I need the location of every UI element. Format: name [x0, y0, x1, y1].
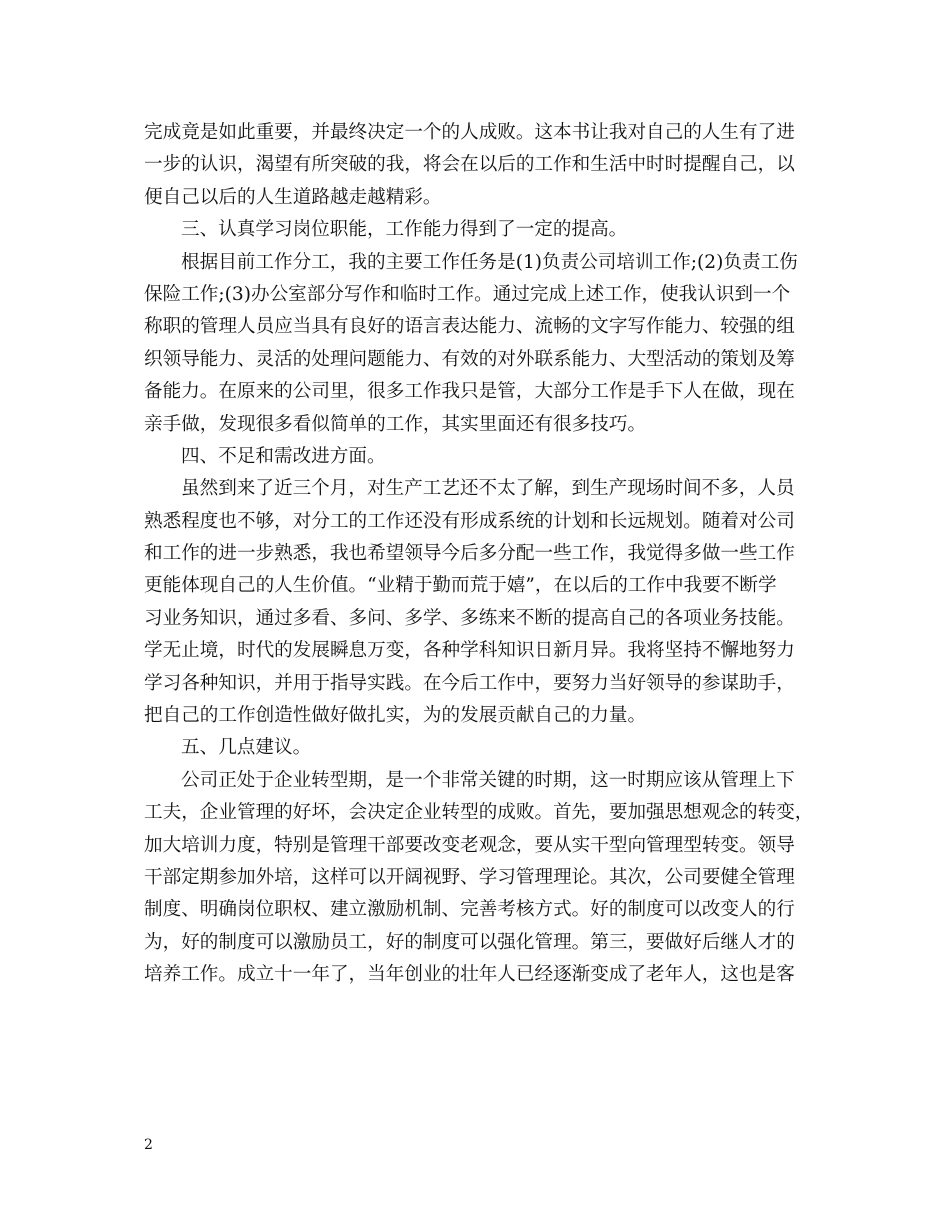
text-line: 四、不足和需改进方面。	[181, 445, 386, 467]
text-line: 熟悉程度也不够，对分工的工作还没有形成系统的计划和长远规划。随着对公司	[144, 510, 795, 532]
text-line: 为，好的制度可以激励员工，好的制度可以强化管理。第三，要做好后继人才的	[144, 931, 795, 953]
text-line: 保险工作;(3)办公室部分写作和临时工作。通过完成上述工作，使我认识到一个	[144, 283, 791, 305]
text-line: 称职的管理人员应当具有良好的语言表达能力、流畅的文字写作能力、较强的组	[144, 316, 795, 338]
text-line: 亲手做，发现很多看似简单的工作，其实里面还有很多技巧。	[144, 413, 647, 435]
text-line: 五、几点建议。	[181, 737, 312, 759]
text-line: 干部定期参加外培，这样可以开阔视野、学习管理理论。其次，公司要健全管理	[144, 866, 795, 888]
text-line: 便自己以后的人生道路越走越精彩。	[144, 186, 442, 208]
text-line: 和工作的进一步熟悉，我也希望领导今后多分配一些工作，我觉得多做一些工作	[144, 543, 795, 565]
text-line: 虽然到来了近三个月，对生产工艺还不太了解，到生产现场时间不多，人员	[181, 478, 795, 500]
text-line: 完成竟是如此重要，并最终决定一个的人成败。这本书让我对自己的人生有了进	[144, 122, 795, 143]
text-line: 学习各种知识，并用于指导实践。在今后工作中，要努力当好领导的参谋助手，	[144, 672, 795, 694]
text-line: 一步的认识，渴望有所突破的我，将会在以后的工作和生活中时时提醒自己，以	[144, 154, 795, 176]
text-line: 根据目前工作分工，我的主要工作任务是(1)负责公司培训工作;(2)负责工伤	[181, 251, 798, 273]
text-line: 学无止境，时代的发展瞬息万变，各种学科知识日新月异。我将坚持不懈地努力	[144, 640, 795, 662]
text-line: 公司正处于企业转型期，是一个非常关键的时期，这一时期应该从管理上下	[181, 769, 795, 791]
text-line: 备能力。在原来的公司里，很多工作我只是管，大部分工作是手下人在做，现在	[144, 381, 795, 403]
text-line: 织领导能力、灵活的处理问题能力、有效的对外联系能力、大型活动的策划及筹	[144, 348, 795, 370]
text-line: 培养工作。成立十一年了，当年创业的壮年人已经逐渐变成了老年人，这也是客	[144, 964, 795, 986]
text-line: 习业务知识，通过多看、多问、多学、多练来不断的提高自己的各项业务技能。	[144, 607, 795, 629]
text-line: 制度、明确岗位职权、建立激励机制、完善考核方式。好的制度可以改变人的行	[144, 899, 795, 921]
text-line: 三、认真学习岗位职能，工作能力得到了一定的提高。	[181, 219, 628, 241]
text-line: 加大培训力度，特别是管理干部要改变老观念，要从实干型向管理型转变。领导	[144, 834, 795, 856]
page-number: 2	[144, 1137, 153, 1153]
text-line: 工夫，企业管理的好坏，会决定企业转型的成败。首先，要加强思想观念的转变，	[144, 802, 814, 824]
text-line: 把自己的工作创造性做好做扎实，为的发展贡献自己的力量。	[144, 705, 647, 727]
text-line: 更能体现自己的人生价值。“业精于勤而荒于嬉”，在以后的工作中我要不断学	[144, 575, 777, 597]
body-text	[144, 117, 814, 992]
